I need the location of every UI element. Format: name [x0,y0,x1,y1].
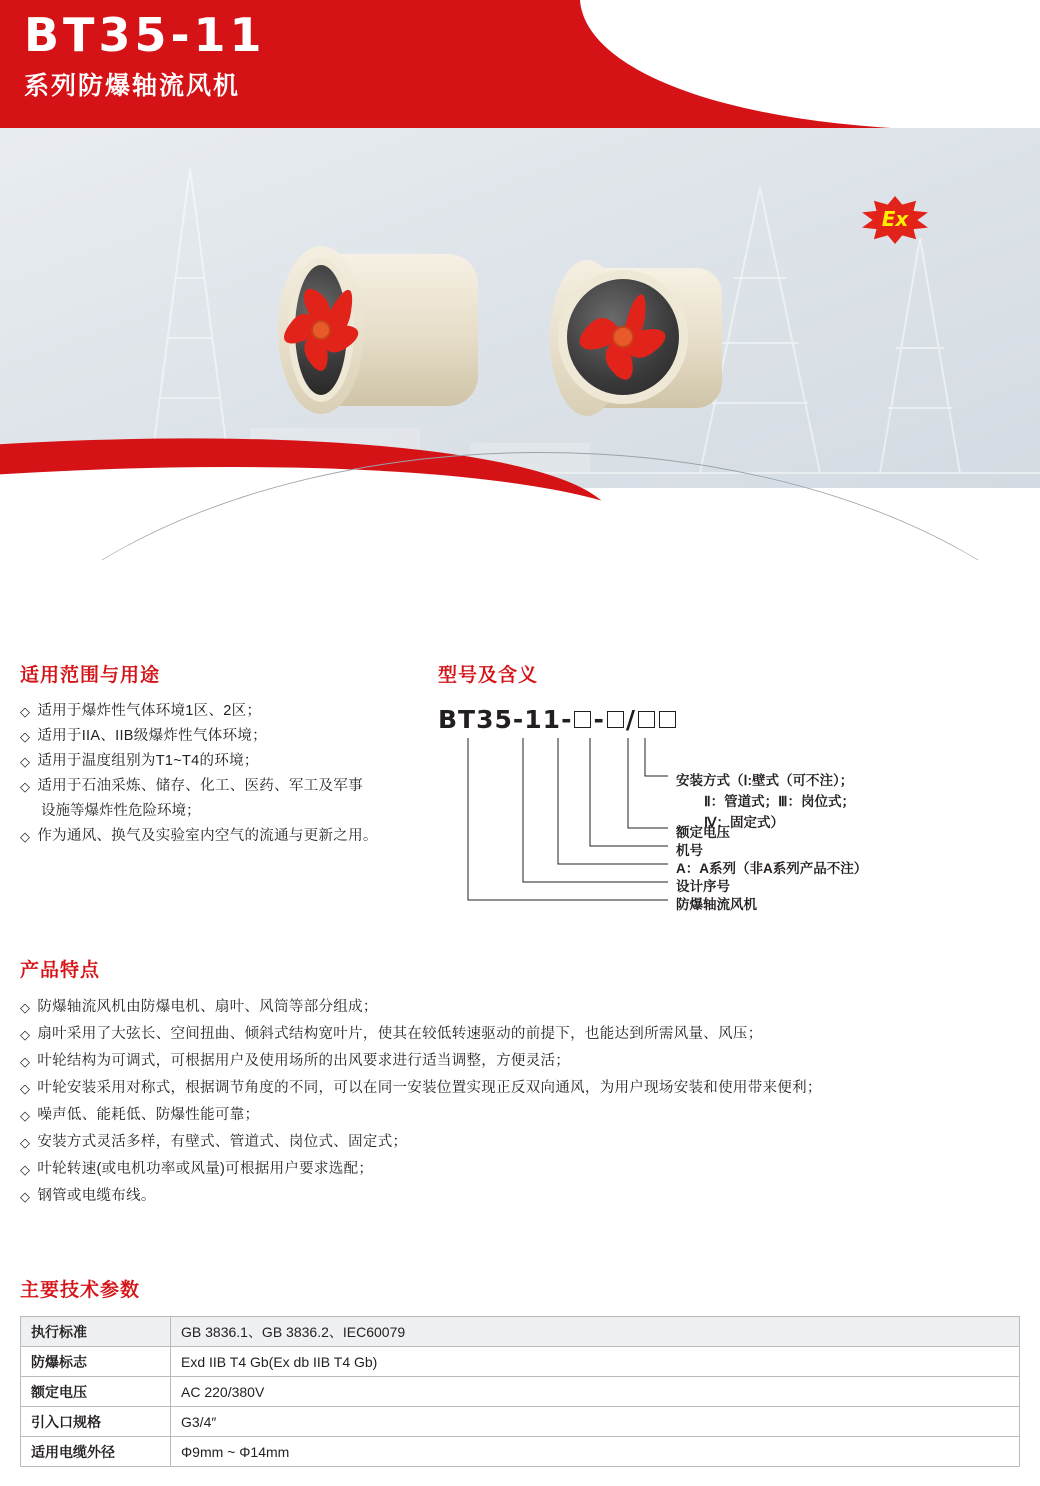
features-heading: 产品特点 [20,960,101,981]
diamond-icon: ◇ [20,1189,31,1204]
page-subtitle: 系列防爆轴流风机 [24,72,241,100]
list-item [20,1075,1020,1102]
scope-list [20,699,420,849]
list-item [20,699,420,724]
spec-key: 额定电压 [21,1377,171,1407]
diamond-icon: ◇ [20,1162,31,1177]
spec-value: GB 3836.1、GB 3836.2、IEC60079 [171,1317,1020,1347]
diamond-icon: ◇ [20,1108,31,1123]
list-item-label: 作为通风、换气及实验室内空气的流通与更新之用。 [37,828,378,844]
legend-install-method-line1: 安装方式（Ⅰ:壁式（可不注）； [676,773,854,788]
list-item-continuation: 设施等爆炸性危险环境； [41,803,201,819]
list-item-label: 适用于温度组别为T1~T4的环境； [37,753,259,769]
title-block [24,8,266,102]
table-row [21,1437,1020,1467]
features-list [20,994,1020,1210]
list-item [20,1129,1020,1156]
spec-value: G3/4″ [171,1407,1020,1437]
list-item [20,774,420,799]
list-item [20,1156,1020,1183]
legend-product-name: 防爆轴流风机 [676,897,757,912]
legend-install-method-line3: Ⅳ：固定式） [704,815,784,830]
diamond-icon: ◇ [20,754,31,769]
diamond-icon: ◇ [20,704,31,719]
diamond-icon: ◇ [20,829,31,844]
axial-fan-large [282,246,482,416]
spec-key: 防爆标志 [21,1347,171,1377]
spec-value: Exd IIB T4 Gb(Ex db IIB T4 Gb) [171,1347,1020,1377]
product-photo [0,128,1040,488]
list-item [20,1183,1020,1210]
model-code-box-3 [638,711,655,728]
page-title: BT35-11 [24,8,266,62]
list-item-label: 噪声低、能耗低、防爆性能可靠； [37,1107,260,1123]
list-item [20,1048,1020,1075]
spec-key: 执行标准 [21,1317,171,1347]
model-code-prefix: BT35-11- [438,705,573,734]
specs-table [20,1316,1020,1467]
derrick-silhouette-icon [0,128,1040,488]
list-item [20,749,420,774]
table-row [21,1377,1020,1407]
list-item-label: 适用于IIA、IIB级爆炸性气体环境； [37,728,267,744]
list-item-label: 适用于爆炸性气体环境1区、2区； [37,703,262,719]
list-item [20,1021,1020,1048]
spec-key: 引入口规格 [21,1407,171,1437]
spec-key: 适用电缆外径 [21,1437,171,1467]
specs-section [20,1275,1020,1467]
list-item-label: 叶轮结构为可调式，可根据用户及使用场所的出风要求进行适当调整，方便灵活； [37,1053,571,1069]
list-item-label: 叶轮转速(或电机功率或风量)可根据用户要求选配； [37,1161,374,1177]
diamond-icon: ◇ [20,1081,31,1096]
model-legend-diagram [438,738,1018,928]
axial-fan-small [552,260,727,420]
table-row [21,1317,1020,1347]
legend-design-serial: 设计序号 [676,879,730,894]
table-row [21,1347,1020,1377]
legend-install-method-line2: Ⅱ：管道式；Ⅲ：岗位式； [704,794,855,809]
list-item [20,724,420,749]
ex-badge-label: Ex [881,207,909,231]
model-code-dash: - [593,705,605,734]
list-item-label: 安装方式灵活多样，有壁式、管道式、岗位式、固定式； [37,1134,408,1150]
diamond-icon: ◇ [20,1135,31,1150]
model-section [438,660,1018,928]
model-code-box-4 [659,711,676,728]
list-item-label: 防爆轴流风机由防爆电机、扇叶、风筒等部分组成； [37,999,378,1015]
list-item-label: 适用于石油采炼、储存、化工、医药、军工及军事 [37,778,363,794]
model-code [438,705,1018,734]
model-code-box-2 [607,711,624,728]
legend-machine-number: 机号 [676,843,703,858]
list-item-label: 钢管或电缆布线。 [37,1188,156,1204]
list-item [20,824,420,849]
hero-banner [0,0,1040,560]
legend-rated-voltage: 额定电压 [676,825,730,840]
spec-value: AC 220/380V [171,1377,1020,1407]
model-code-slash: / [625,705,636,734]
features-section [20,955,1020,1210]
diamond-icon: ◇ [20,729,31,744]
list-item [20,1102,1020,1129]
diamond-icon: ◇ [20,779,31,794]
scope-section [20,660,420,849]
list-item [20,994,1020,1021]
model-code-box-1 [574,711,591,728]
ex-certification-badge [862,196,928,244]
diamond-icon: ◇ [20,1054,31,1069]
spec-value: Φ9mm ~ Φ14mm [171,1437,1020,1467]
legend-a-series: A：A系列（非A系列产品不注） [676,861,868,876]
list-item-label: 叶轮安装采用对称式，根据调节角度的不同，可以在同一安装位置实现正反双向通风，为用户现场安装和使用带来便利； [37,1080,822,1096]
diamond-icon: ◇ [20,1027,31,1042]
diamond-icon: ◇ [20,1000,31,1015]
model-heading: 型号及含义 [438,665,539,686]
list-item-label: 扇叶采用了大弦长、空间扭曲、倾斜式结构宽叶片，使其在较低转速驱动的前提下，也能达到所需风量、风压； [37,1026,763,1042]
scope-heading: 适用范围与用途 [20,665,161,686]
table-row [21,1407,1020,1437]
specs-heading: 主要技术参数 [20,1280,141,1301]
